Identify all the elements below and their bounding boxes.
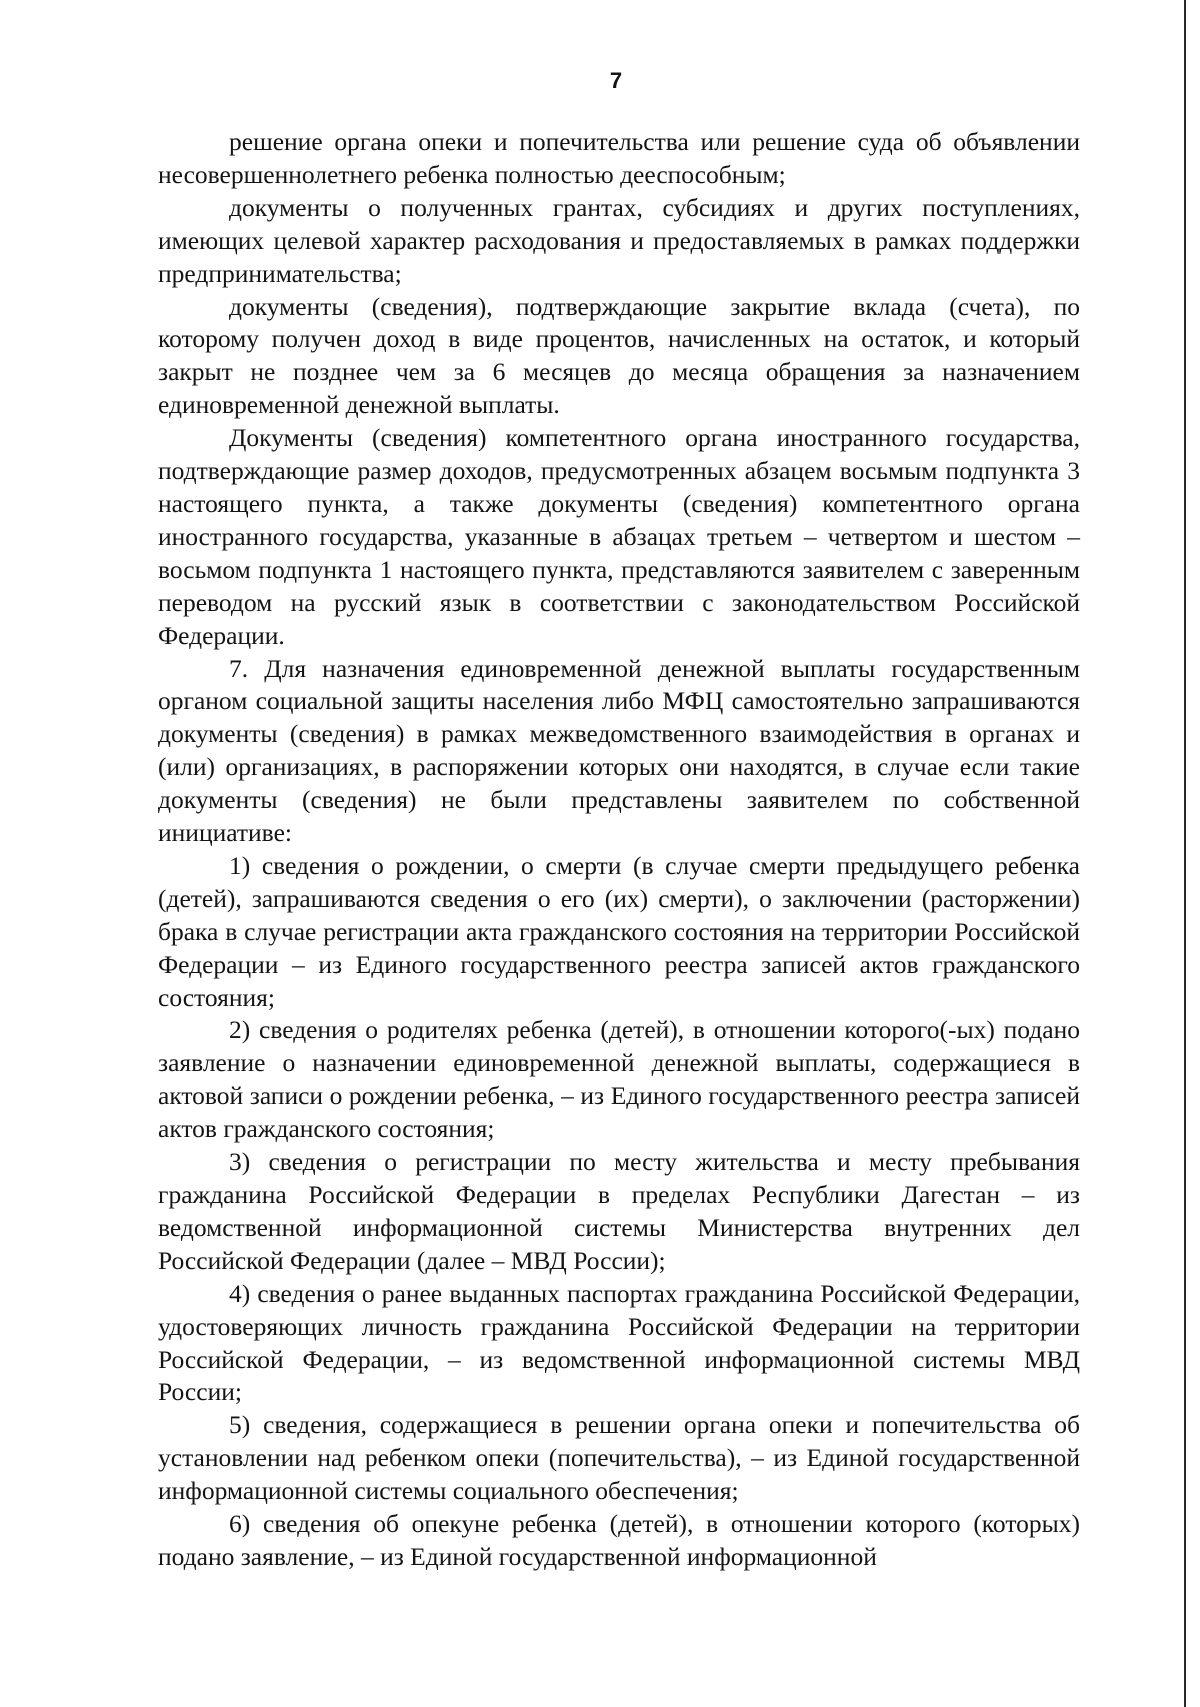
list-item-4-passports: 4) сведения о ранее выданных паспортах гражданина Российской Федерации, удостоверяющих личность гражданина Российской Федерации на территории Российской Федерации, – из ведомственной информационной системы МВД России; [158, 1278, 1080, 1407]
paragraph-foreign-documents: Документы (сведения) компетентного органа иностранного государства, подтверждающие размер доходов, предусмотренных абзацем восьмым подпункта 3 настоящего пункта, а также документы (сведения) компетентного органа иностранного государства, указанные в абзацах третьем – четвертом и шестом – восьмом подпункта 1 настоящего пункта, представляются заявителем с заверенным переводом на русский язык в соответствии с законодательством Российской Федерации. [158, 423, 1080, 650]
document-body [158, 126, 1080, 1574]
scan-edge-line [1184, 0, 1186, 1707]
list-item-6-guardian-info: 6) сведения об опекуне ребенка (детей), в отношении которого (которых) подано заявление, – из Единой государственной информационной [158, 1509, 1080, 1571]
paragraph-grants-subsidies: документы о полученных грантах, субсидиях и других поступлениях, имеющих целевой характер расходования и предоставляемых в рамках поддержки предпринимательства; [158, 192, 1080, 288]
list-item-3-residence-registration: 3) сведения о регистрации по месту жительства и месту пребывания гражданина Российской Федерации в пределах Республики Дагестан – из ведомственной информационной системы Министерства внутренних дел Российской Федерации (далее – МВД России); [158, 1147, 1080, 1275]
paragraph-guardianship-decision: решение органа опеки и попечительства или решение суда об объявлении несовершеннолетнего ребенка полностью дееспособным; [158, 127, 1080, 189]
list-item-2-parents-records: 2) сведения о родителях ребенка (детей), в отношении которого(-ых) подано заявление о назначении единовременной денежной выплаты, содержащиеся в актовой записи о рождении ребенка, – из Единого государственного реестра записей актов гражданского состояния; [158, 1015, 1080, 1144]
list-item-5-guardianship-info: 5) сведения, содержащиеся в решении органа опеки и попечительства об установлении над ребенком опеки (попечительства), – из Единой государственной информационной системы социального обеспечения; [158, 1410, 1080, 1506]
paragraph-deposit-closure: документы (сведения), подтверждающие закрытие вклада (счета), по которому получен доход в виде процентов, начисленных на остаток, и который закрыт не позднее чем за 6 месяцев до месяца обращения за назначением единовременной денежной выплаты. [158, 291, 1080, 420]
list-item-1-birth-death-records: 1) сведения о рождении, о смерти (в случае смерти предыдущего ребенка (детей), запрашиваются сведения о его (их) смерти), о заключении (расторжении) брака в случае регистрации акта гражданского состояния на территории Российской Федерации – из Единого государственного реестра записей актов гражданского состояния; [158, 850, 1080, 1012]
paragraph-item-7-interagency-requests: 7. Для назначения единовременной денежной выплаты государственным органом социальной защиты населения либо МФЦ самостоятельно запрашиваются документы (сведения) в рамках межведомственного взаимодействия в органах и (или) организациях, в распоряжении которых они находятся, в случае если такие документы (сведения) не были представлены заявителем по собственной инициативе: [158, 653, 1080, 848]
page-number: 7 [609, 68, 623, 93]
